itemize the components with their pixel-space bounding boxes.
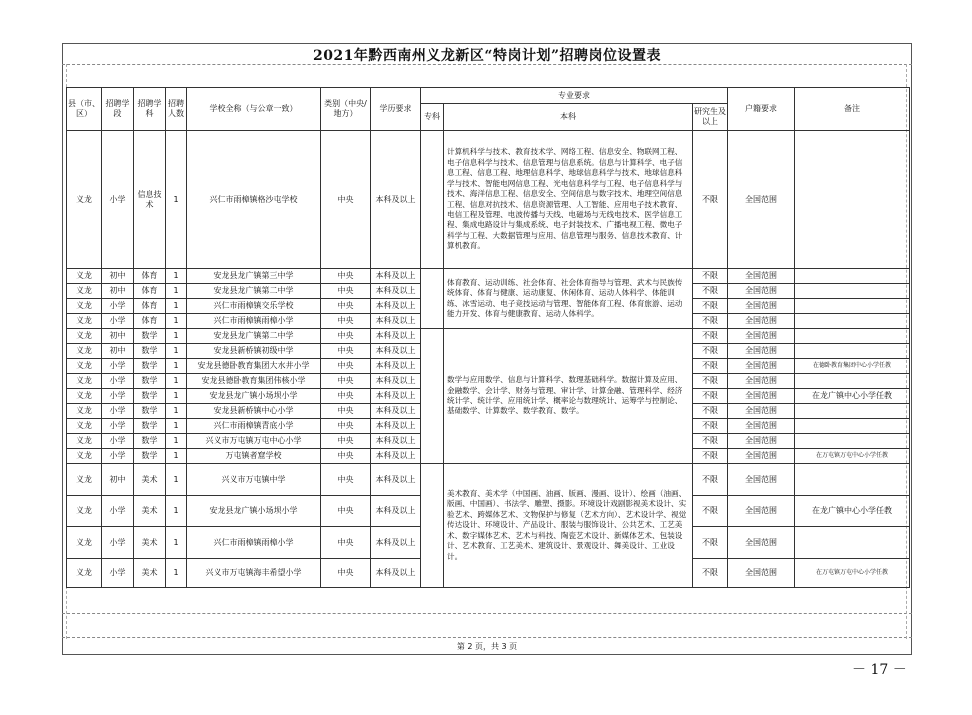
cell-school: 安龙县龙广镇第二中学	[187, 284, 321, 299]
cell-category: 中央	[321, 389, 371, 404]
divider	[62, 613, 912, 614]
cell-subject: 数学	[134, 329, 166, 344]
cell-count: 1	[166, 299, 187, 314]
cell-hukou: 全国范围	[728, 559, 795, 588]
header-subject: 招聘学科	[134, 88, 166, 131]
cell-graduate: 不限	[693, 419, 728, 434]
cell-education: 本科及以上	[371, 131, 421, 269]
cell-note	[795, 269, 910, 284]
cell-subject: 数学	[134, 344, 166, 359]
cell-stage: 小学	[102, 299, 134, 314]
cell-category: 中央	[321, 131, 371, 269]
cell-count: 1	[166, 314, 187, 329]
cell-graduate: 不限	[693, 389, 728, 404]
cell-hukou: 全国范围	[728, 269, 795, 284]
cell-hukou: 全国范围	[728, 284, 795, 299]
cell-graduate: 不限	[693, 496, 728, 527]
cell-category: 中央	[321, 314, 371, 329]
cell-zhuanke	[421, 329, 444, 464]
cell-subject: 美术	[134, 527, 166, 559]
cell-category: 中央	[321, 329, 371, 344]
cell-subject: 数学	[134, 374, 166, 389]
cell-category: 中央	[321, 559, 371, 588]
cell-education: 本科及以上	[371, 449, 421, 464]
cell-note: 在万屯镇万屯中心小学任教	[795, 559, 910, 588]
table-row	[67, 329, 910, 344]
cell-major-art: 美术教育、美术学（中国画、油画、版画、漫画、设计）、绘画（油画、版画、中国画）、书法学、雕塑、摄影。环境设计戏剧影视美术设计、实验艺术、跨媒体艺术、文物保护与修复（艺术方向）、艺术设计学、视觉传达设计、环境设计、产品设计、服装与服饰设计、公共艺术、工艺美术、数字媒体艺术、艺术与科技、陶瓷艺术设计、新媒体艺术、包装设计、艺术教育、工艺美术、建筑设计、景观设计、舞美设计、工业设计。	[444, 464, 693, 588]
cell-stage: 初中	[102, 344, 134, 359]
cell-stage: 小学	[102, 359, 134, 374]
cell-hukou: 全国范围	[728, 434, 795, 449]
cell-education: 本科及以上	[371, 464, 421, 496]
cell-county: 义龙	[67, 374, 102, 389]
cell-hukou: 全国范围	[728, 374, 795, 389]
cell-education: 本科及以上	[371, 359, 421, 374]
cell-county: 义龙	[67, 314, 102, 329]
cell-school: 兴仁市雨樟镇雨樟小学	[187, 527, 321, 559]
cell-education: 本科及以上	[371, 389, 421, 404]
cell-county: 义龙	[67, 527, 102, 559]
cell-graduate: 不限	[693, 344, 728, 359]
cell-stage: 初中	[102, 269, 134, 284]
cell-category: 中央	[321, 359, 371, 374]
cell-zhuanke	[421, 464, 444, 588]
cell-hukou: 全国范围	[728, 527, 795, 559]
cell-count: 1	[166, 419, 187, 434]
cell-category: 中央	[321, 269, 371, 284]
cell-count: 1	[166, 559, 187, 588]
table-row	[67, 269, 910, 284]
cell-graduate: 不限	[693, 527, 728, 559]
cell-note	[795, 299, 910, 314]
cell-stage: 初中	[102, 464, 134, 496]
header-note: 备注	[795, 88, 910, 131]
cell-note	[795, 284, 910, 299]
cell-major-pe: 体育教育、运动训练、社会体育、社会体育指导与管理、武术与民族传统体育、体育与健康、运动康复、休闲体育、运动人体科学、体能训练、冰雪运动、电子竞技运动与管理、智能体育工程、体育旅游、运动能力开发、体育与健康教育、运动人体科学。	[444, 269, 693, 329]
cell-graduate: 不限	[693, 359, 728, 374]
cell-category: 中央	[321, 496, 371, 527]
cell-count: 1	[166, 527, 187, 559]
cell-school: 安龙县新桥镇中心小学	[187, 404, 321, 419]
cell-county: 义龙	[67, 496, 102, 527]
table-row	[67, 464, 910, 496]
cell-graduate: 不限	[693, 131, 728, 269]
cell-school: 安龙县新桥镇初级中学	[187, 344, 321, 359]
cell-subject: 数学	[134, 449, 166, 464]
cell-county: 义龙	[67, 464, 102, 496]
header-school: 学校全称（与公章一致）	[187, 88, 321, 131]
cell-subject: 数学	[134, 434, 166, 449]
cell-stage: 小学	[102, 404, 134, 419]
cell-subject: 数学	[134, 404, 166, 419]
table-row	[67, 131, 910, 269]
cell-subject: 数学	[134, 389, 166, 404]
cell-county: 义龙	[67, 329, 102, 344]
cell-note: 在万屯镇万屯中心小学任教	[795, 449, 910, 464]
divider	[62, 637, 912, 638]
cell-hukou: 全国范围	[728, 131, 795, 269]
cell-county: 义龙	[67, 131, 102, 269]
header-education: 学历要求	[371, 88, 421, 131]
cell-school: 兴仁市雨樟镇交乐学校	[187, 299, 321, 314]
cell-count: 1	[166, 464, 187, 496]
page-number: － 17 －	[852, 662, 907, 678]
cell-category: 中央	[321, 404, 371, 419]
cell-category: 中央	[321, 419, 371, 434]
header-benke: 本科	[444, 104, 693, 131]
cell-school: 万屯镇者窟学校	[187, 449, 321, 464]
cell-hukou: 全国范围	[728, 344, 795, 359]
cell-education: 本科及以上	[371, 329, 421, 344]
cell-count: 1	[166, 131, 187, 269]
cell-subject: 美术	[134, 559, 166, 588]
cell-school: 兴仁市雨樟镇青底小学	[187, 419, 321, 434]
cell-school: 安龙县龙广镇第二中学	[187, 329, 321, 344]
cell-stage: 小学	[102, 314, 134, 329]
cell-education: 本科及以上	[371, 284, 421, 299]
cell-education: 本科及以上	[371, 299, 421, 314]
cell-stage: 小学	[102, 559, 134, 588]
cell-hukou: 全国范围	[728, 329, 795, 344]
page-indicator: 第 2 页，共 3 页	[456, 642, 518, 651]
cell-graduate: 不限	[693, 434, 728, 449]
cell-hukou: 全国范围	[728, 404, 795, 419]
cell-category: 中央	[321, 449, 371, 464]
cell-stage: 初中	[102, 329, 134, 344]
cell-hukou: 全国范围	[728, 464, 795, 496]
cell-count: 1	[166, 496, 187, 527]
cell-note	[795, 464, 910, 496]
cell-education: 本科及以上	[371, 269, 421, 284]
cell-graduate: 不限	[693, 559, 728, 588]
cell-stage: 小学	[102, 496, 134, 527]
cell-note	[795, 527, 910, 559]
cell-county: 义龙	[67, 404, 102, 419]
cell-subject: 体育	[134, 269, 166, 284]
cell-education: 本科及以上	[371, 527, 421, 559]
cell-education: 本科及以上	[371, 496, 421, 527]
cell-hukou: 全国范围	[728, 449, 795, 464]
cell-graduate: 不限	[693, 449, 728, 464]
recruitment-table	[66, 87, 910, 588]
cell-graduate: 不限	[693, 329, 728, 344]
cell-major-it: 计算机科学与技术、教育技术学、网络工程、信息安全、物联网工程、电子信息科学与技术、信息管理与信息系统。信息与计算科学、电子信息工程、信息工程、地理信息科学、地球信息科学与技术、地球信息科学与技术、智能电网信息工程、光电信息科学与工程、电子信息科学与技术、海洋信息工程、信息安全、空间信息与数字技术、地理空间信息工程、信息对抗技术、信息资源管理、人工智能、应用电子技术教育、电信工程及管理、电波传播与天线、电磁场与无线电技术、医学信息工程、集成电路设计与集成系统、电子封装技术、广播电视工程、微电子科学与工程、大数据管理与应用、信息管理与服务、信息技术教育、计算机教育。	[444, 131, 693, 269]
cell-category: 中央	[321, 344, 371, 359]
header-zhuanke: 专科	[421, 104, 444, 131]
cell-count: 1	[166, 374, 187, 389]
header-graduate: 研究生及以上	[693, 104, 728, 131]
cell-count: 1	[166, 389, 187, 404]
cell-subject: 体育	[134, 299, 166, 314]
cell-subject: 信息技术	[134, 131, 166, 269]
cell-stage: 小学	[102, 419, 134, 434]
header-hukou: 户籍要求	[728, 88, 795, 131]
cell-county: 义龙	[67, 419, 102, 434]
cell-county: 义龙	[67, 344, 102, 359]
cell-note	[795, 404, 910, 419]
page-title: 2021年黔西南州义龙新区“特岗计划”招聘岗位设置表	[312, 48, 662, 64]
cell-county: 义龙	[67, 359, 102, 374]
cell-school: 兴仁市雨樟镇格沙屯学校	[187, 131, 321, 269]
cell-graduate: 不限	[693, 374, 728, 389]
header-category: 类别（中央/地方）	[321, 88, 371, 131]
cell-stage: 小学	[102, 131, 134, 269]
header-county: 县（市、区）	[67, 88, 102, 131]
cell-county: 义龙	[67, 299, 102, 314]
header-count: 招聘人数	[166, 88, 187, 131]
cell-stage: 小学	[102, 527, 134, 559]
cell-graduate: 不限	[693, 299, 728, 314]
cell-graduate: 不限	[693, 284, 728, 299]
cell-hukou: 全国范围	[728, 389, 795, 404]
header-major-group: 专业要求	[421, 88, 728, 104]
cell-school: 安龙县龙广镇小场坝小学	[187, 389, 321, 404]
cell-hukou: 全国范围	[728, 359, 795, 374]
header-stage: 招聘学段	[102, 88, 134, 131]
cell-category: 中央	[321, 374, 371, 389]
cell-school: 安龙县德卧教育集团大水井小学	[187, 359, 321, 374]
cell-county: 义龙	[67, 284, 102, 299]
cell-subject: 数学	[134, 359, 166, 374]
cell-county: 义龙	[67, 389, 102, 404]
cell-major-math: 数学与应用数学、信息与计算科学、数理基础科学。数据计算及应用、金融数学、会计学、财务与管理、审计学、计算金融、管理科学、经济统计学、统计学、应用统计学、概率论与数理统计、运筹学与控制论、基础数学、计算数学、数学教育、数学。	[444, 329, 693, 464]
cell-hukou: 全国范围	[728, 299, 795, 314]
cell-zhuanke	[421, 131, 444, 269]
cell-zhuanke	[421, 269, 444, 329]
cell-school: 安龙县龙广镇第三中学	[187, 269, 321, 284]
cell-stage: 初中	[102, 284, 134, 299]
cell-education: 本科及以上	[371, 314, 421, 329]
cell-stage: 小学	[102, 449, 134, 464]
cell-county: 义龙	[67, 269, 102, 284]
cell-county: 义龙	[67, 559, 102, 588]
cell-note: 在德卧教育集团中心小学任教	[795, 359, 910, 374]
cell-category: 中央	[321, 527, 371, 559]
cell-note	[795, 434, 910, 449]
cell-hukou: 全国范围	[728, 419, 795, 434]
cell-subject: 数学	[134, 419, 166, 434]
cell-note: 在龙广镇中心小学任教	[795, 389, 910, 404]
cell-hukou: 全国范围	[728, 314, 795, 329]
cell-school: 兴义市万屯镇中学	[187, 464, 321, 496]
cell-category: 中央	[321, 464, 371, 496]
cell-note	[795, 419, 910, 434]
cell-category: 中央	[321, 284, 371, 299]
cell-county: 义龙	[67, 434, 102, 449]
cell-education: 本科及以上	[371, 374, 421, 389]
cell-graduate: 不限	[693, 464, 728, 496]
cell-graduate: 不限	[693, 269, 728, 284]
cell-stage: 小学	[102, 389, 134, 404]
table-header-row	[67, 88, 910, 104]
cell-graduate: 不限	[693, 314, 728, 329]
cell-hukou: 全国范围	[728, 496, 795, 527]
cell-count: 1	[166, 329, 187, 344]
cell-education: 本科及以上	[371, 344, 421, 359]
cell-county: 义龙	[67, 449, 102, 464]
cell-education: 本科及以上	[371, 559, 421, 588]
cell-count: 1	[166, 434, 187, 449]
cell-note	[795, 314, 910, 329]
cell-education: 本科及以上	[371, 404, 421, 419]
cell-note	[795, 344, 910, 359]
cell-education: 本科及以上	[371, 419, 421, 434]
cell-count: 1	[166, 359, 187, 374]
cell-subject: 体育	[134, 284, 166, 299]
cell-count: 1	[166, 449, 187, 464]
cell-stage: 小学	[102, 434, 134, 449]
cell-note	[795, 131, 910, 269]
cell-subject: 美术	[134, 496, 166, 527]
cell-subject: 体育	[134, 314, 166, 329]
cell-note	[795, 374, 910, 389]
cell-note	[795, 329, 910, 344]
cell-school: 安龙县龙广镇小场坝小学	[187, 496, 321, 527]
cell-count: 1	[166, 344, 187, 359]
cell-subject: 美术	[134, 464, 166, 496]
cell-stage: 小学	[102, 374, 134, 389]
cell-school: 安龙县德卧教育集团伟核小学	[187, 374, 321, 389]
cell-count: 1	[166, 404, 187, 419]
cell-school: 兴义市万屯镇万屯中心小学	[187, 434, 321, 449]
cell-graduate: 不限	[693, 404, 728, 419]
cell-category: 中央	[321, 299, 371, 314]
cell-count: 1	[166, 284, 187, 299]
cell-school: 兴仁市雨樟镇雨樟小学	[187, 314, 321, 329]
cell-category: 中央	[321, 434, 371, 449]
cell-education: 本科及以上	[371, 434, 421, 449]
cell-note: 在龙广镇中心小学任教	[795, 496, 910, 527]
cell-count: 1	[166, 269, 187, 284]
cell-school: 兴义市万屯镇海丰希望小学	[187, 559, 321, 588]
